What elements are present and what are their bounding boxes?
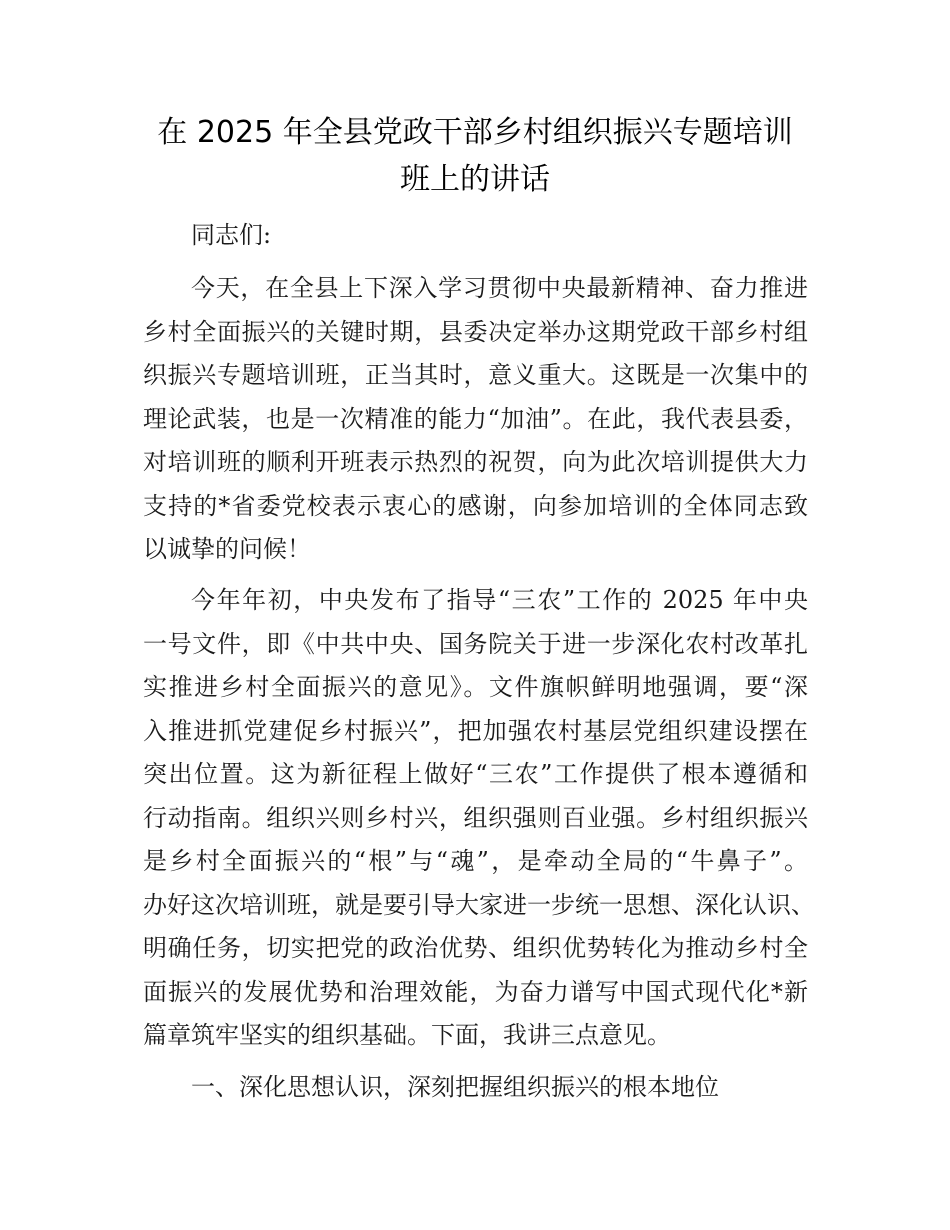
- paragraph-2-line: 明确任务，切实把党的政治优势、组织优势转化为推动乡村全: [143, 934, 808, 962]
- document-title-line-1: 在 2025 年全县党政干部乡村组织振兴专题培训: [157, 115, 793, 150]
- paragraph-2-line: 行动指南。组织兴则乡村兴，组织强则百业强。乡村组织振兴: [143, 803, 808, 832]
- paragraph-2-line: 今年年初，中央发布了指导“三农”工作的 2025 年中央: [191, 586, 808, 614]
- paragraph-2-line: 办好这次培训班，就是要引导大家进一步统一思想、深化认识、: [143, 890, 815, 919]
- paragraph-2-line: 实推进乡村全面振兴的意见》。文件旗帜鲜明地强调，要“深: [143, 673, 808, 701]
- paragraph-1-line: 乡村全面振兴的关键时期，县委决定举办这期党政干部乡村组: [143, 317, 808, 346]
- paragraph-1-line: 以诚挚的问候！: [143, 535, 311, 563]
- paragraph-2-line: 一号文件，即《中共中央、国务院关于进一步深化农村改革扎: [143, 629, 808, 658]
- paragraph-1-line: 理论武装，也是一次精准的能力“加油”。在此，我代表县委，: [143, 404, 808, 433]
- paragraph-2-line: 入推进抓党建促乡村振兴”，把加强农村基层党组织建设摆在: [143, 716, 808, 745]
- paragraph-1-line: 支持的*省委党校表示衷心的感谢，向参加培训的全体同志致: [143, 491, 808, 520]
- document-title-line-2: 班上的讲话: [400, 162, 550, 197]
- paragraph-2-line: 突出位置。这为新征程上做好“三农”工作提供了根本遵循和: [143, 760, 808, 788]
- paragraph-1-line: 对培训班的顺利开班表示热烈的祝贺，向为此次培训提供大力: [143, 448, 808, 476]
- paragraph-1-line: 织振兴专题培训班，正当其时，意义重大。这既是一次集中的: [143, 361, 808, 389]
- section-heading: 一、深化思想认识，深刻把握组织振兴的根本地位: [191, 1073, 719, 1101]
- salutation: 同志们:: [191, 221, 272, 249]
- paragraph-2-line: 是乡村全面振兴的“根”与“魂”，是牵动全局的“牛鼻子”。: [143, 847, 808, 875]
- paragraph-2-line: 面振兴的发展优势和治理效能，为奋力谱写中国式现代化*新: [143, 977, 808, 1006]
- paragraph-2-line: 篇章筑牢坚实的组织基础。下面，我讲三点意见。: [143, 1021, 671, 1049]
- paragraph-1-line: 今天，在全县上下深入学习贯彻中央最新精神、奋力推进: [191, 274, 808, 302]
